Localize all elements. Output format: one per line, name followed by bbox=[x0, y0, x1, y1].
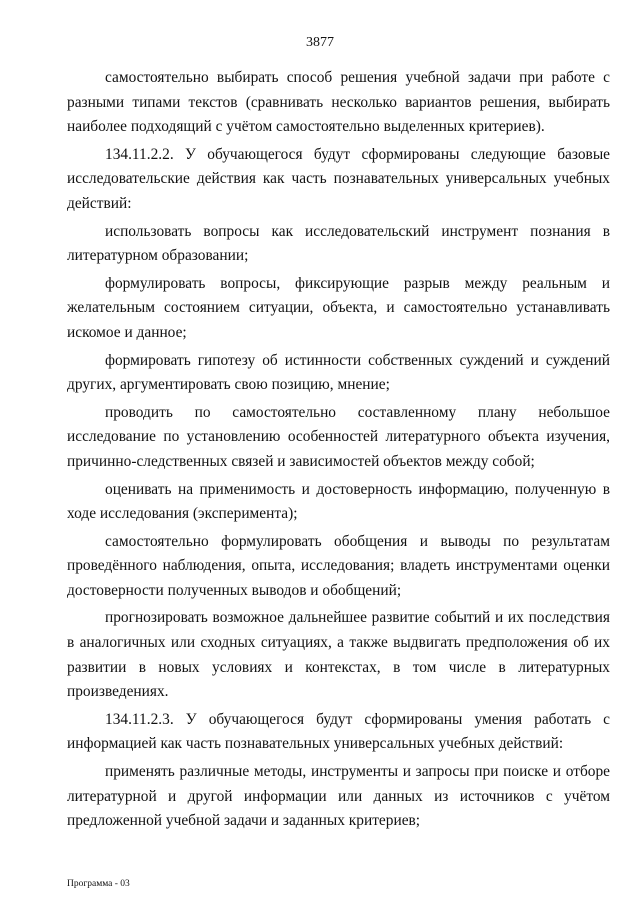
paragraph: самостоятельно формулировать обобщения и выводы по результатам проведённого наблюдения, опыта, исследования; владеть инструментами оценки достоверности полученных выводов и обобщений; bbox=[67, 532, 610, 599]
paragraph: формировать гипотезу об истинности собственных суждений и суждений других, аргументировать свою позицию, мнение; bbox=[67, 351, 610, 394]
paragraph: проводить по самостоятельно составленному плану небольшое исследование по установлению особенностей литературного объекта изучения, причинно-следственных связей и зависимостей объектов между собой; bbox=[67, 403, 610, 470]
paragraph: формулировать вопросы, фиксирующие разрыв между реальным и желательным состоянием ситуации, объекта, и самостоятельно устанавливать искомое и данное; bbox=[67, 274, 610, 341]
page-number: 3877 bbox=[306, 35, 334, 50]
paragraph: самостоятельно выбирать способ решения учебной задачи при работе с разными типами текстов (сравнивать несколько вариантов решения, выбирать наиболее подходящий с учётом самостоятельно выделенных критериев). bbox=[67, 69, 610, 136]
page-footer: Программа - 03 bbox=[67, 879, 130, 889]
paragraph: прогнозировать возможное дальнейшее развитие событий и их последствия в аналогичных или сходных ситуациях, а также выдвигать предположения об их развитии в новых условиях и контекстах, в том числе в литературных произведениях. bbox=[67, 609, 610, 701]
paragraph: использовать вопросы как исследовательский инструмент познания в литературном образовании; bbox=[67, 222, 610, 265]
paragraph: 134.11.2.2. У обучающегося будут сформированы следующие базовые исследовательские действия как часть познавательных универсальных учебных действий: bbox=[67, 145, 610, 212]
paragraph: 134.11.2.3. У обучающегося будут сформированы умения работать с информацией как часть познавательных универсальных учебных действий: bbox=[67, 710, 610, 753]
paragraph: оценивать на применимость и достоверность информацию, полученную в ходе исследования (эксперимента); bbox=[67, 480, 610, 523]
document-body bbox=[67, 66, 610, 837]
paragraph: применять различные методы, инструменты и запросы при поиске и отборе литературной и другой информации или данных из источников с учётом предложенной учебной задачи и заданных критериев; bbox=[67, 763, 610, 830]
